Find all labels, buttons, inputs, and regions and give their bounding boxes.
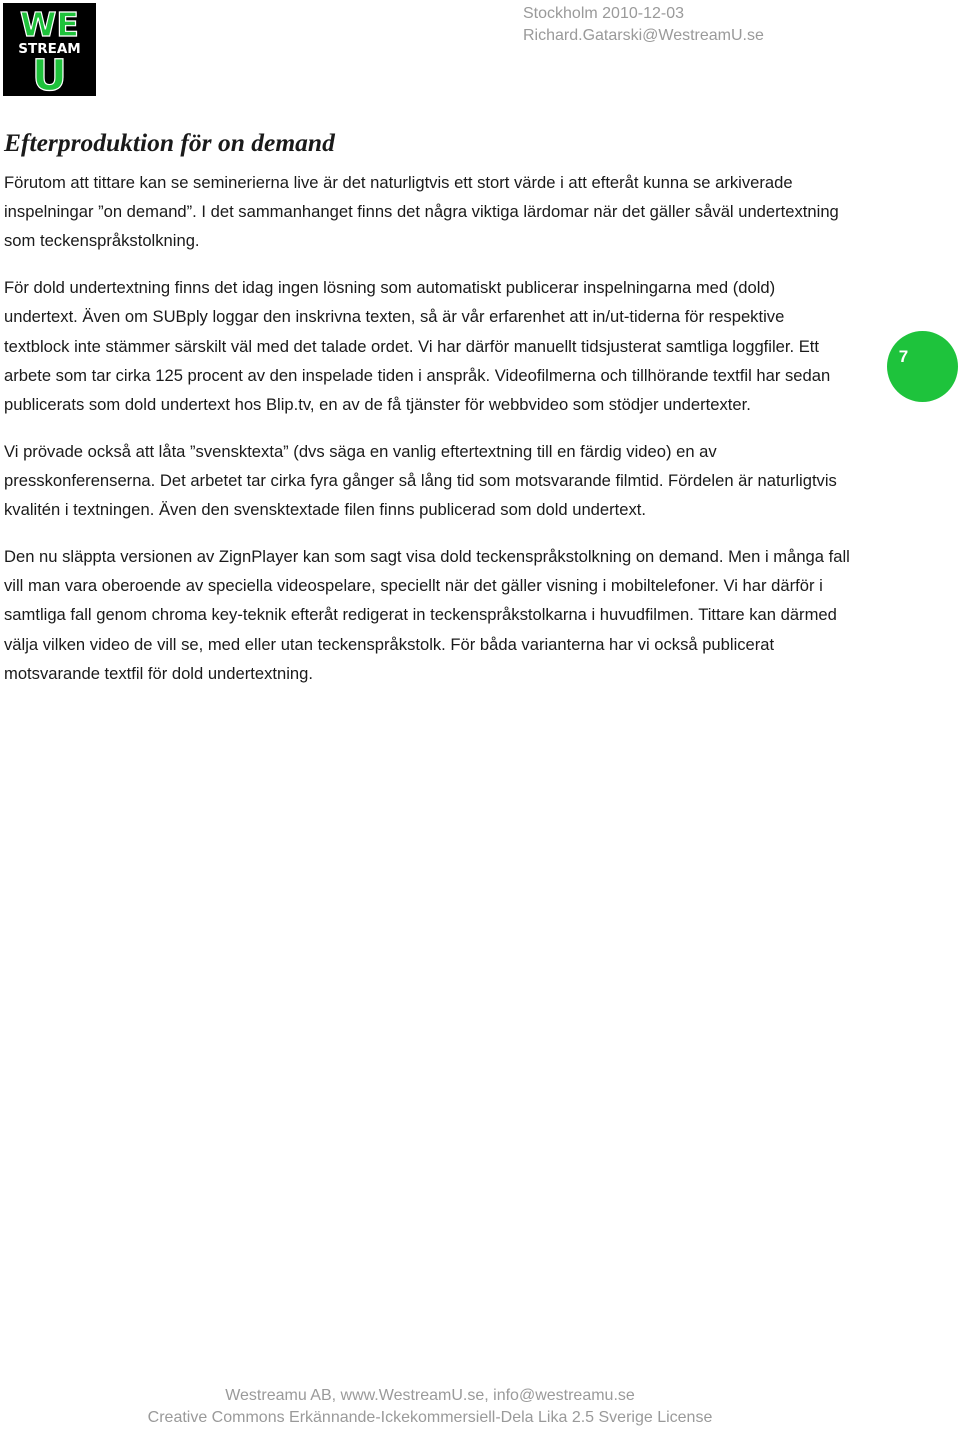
westreamu-logo [3,3,96,96]
paragraph-1: Förutom att tittare kan se seminerierna live är det naturligtvis ett stort värde i att efteråt kunna se arkiverade inspelningar ”on demand”. I det sammanhanget finns det några viktiga lärdomar när det gäller såväl undertextning som teckenspråkstolkning. [4,173,839,251]
footer-license: Creative Commons Erkännande-Ickekommersiell-Dela Lika 2.5 Sverige License [147,1409,713,1426]
paragraph-4: Den nu släppta versionen av ZignPlayer kan som sagt visa dold teckenspråkstolkning on demand. Men i många fall vill man vara oberoende av speciella videospelare, speciellt när det gäller visning i mobiltelefoner. Vi har därför i samtliga fall genom chroma key-teknik efteråt redigerat in teckenspråkstolkarna i huvudfilmen. Tittare kan därmed välja vilken video de vill se, med eller utan teckenspråkstolk. För båda varianterna har vi också publicerat motsvarande textfil för dold undertextning. [4,547,850,683]
paragraph-3: Vi prövade också att låta ”svensktexta” (dvs säga en vanlig eftertextning till en färdig video) en av presskonferenserna. Det arbetet tar cirka fyra gånger så lång tid som motsvarande filmtid. Fördelen är naturligtvis kvalitén i textningen. Även den svensktextade filen finns publicerad som dold undertext. [4,441,837,520]
logo-text-u: U [32,51,67,96]
footer-contact: Westreamu AB, www.WestreamU.se, info@westreamu.se [225,1387,635,1404]
header-place-date: Stockholm 2010-12-03 [523,5,684,22]
page-number: 7 [898,347,909,366]
page-heading: Efterproduktion för on demand [4,128,335,157]
header-meta [523,3,764,47]
header-email: Richard.Gatarski@WestreamU.se [523,27,764,44]
body-text [4,168,850,706]
page-number-badge [887,331,958,402]
footer [0,1385,860,1429]
logo-text-stream: STREAM [18,41,81,57]
logo-graphic [3,3,96,96]
paragraph-2: För dold undertextning finns det idag ingen lösning som automatiskt publicerar inspelningarna med (dold) undertext. Även om SUBply loggar den inskrivna texten, så är vår erfarenhet att in/ut-tiderna för respektive textblock inte stämmer särskilt väl med det talade ordet. Vi har därför manuellt tidsjusterat samtliga loggfiler. Ett arbete som tar cirka 125 procent av den inspelade tiden i anspråk. Videofilmerna och tillhörande textfil har sedan publicerats som dold undertext hos Blip.tv, en av de få tjänster för webbvideo som stödjer undertexter. [4,278,831,415]
logo-text-we: WE [20,5,79,44]
